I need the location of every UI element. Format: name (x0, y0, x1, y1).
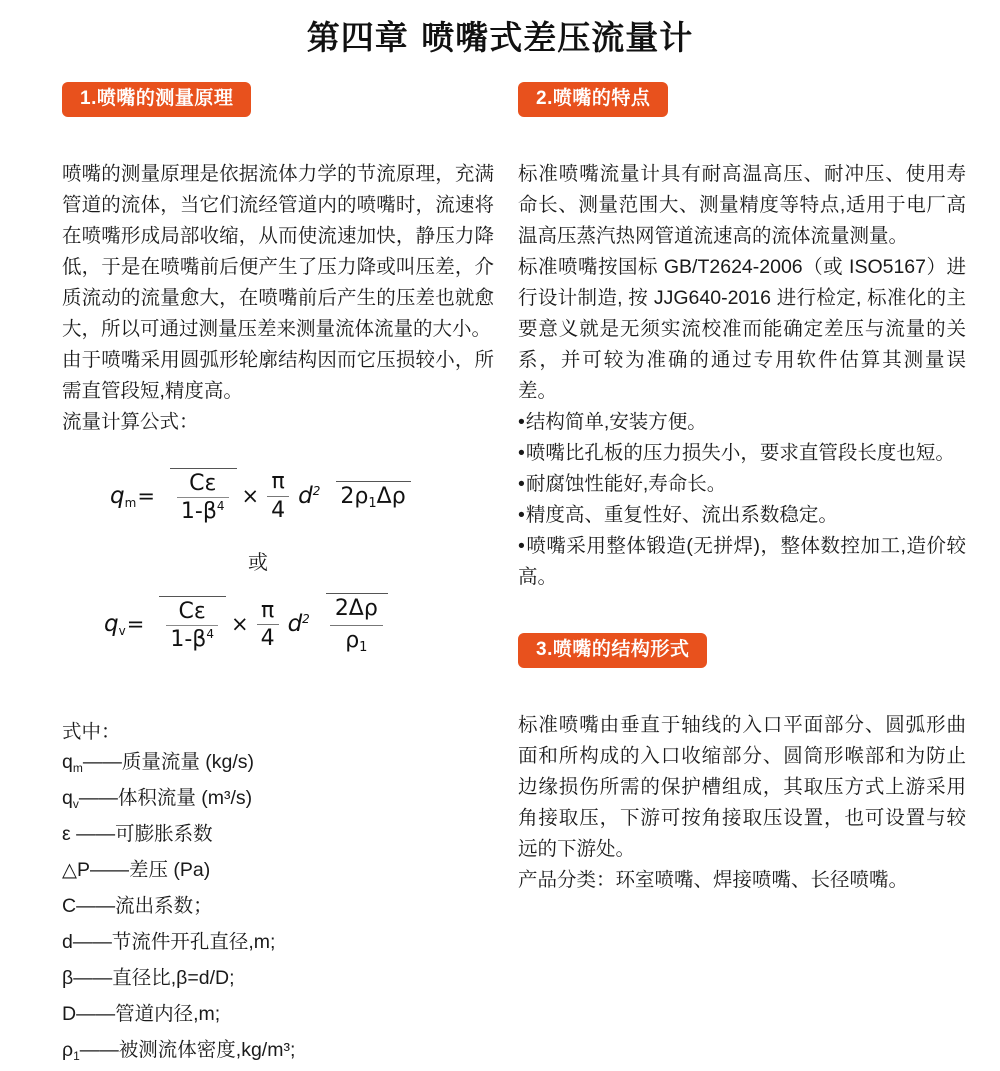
badge-label-3: 3.喷嘴的结构形式 (518, 633, 707, 668)
right-column (518, 82, 966, 896)
section-badge-measuring-principle (62, 82, 494, 117)
features-bullet-list (518, 407, 966, 593)
formula2-pi-den: 4 (257, 624, 279, 651)
formula1-pi-num: π (271, 469, 285, 495)
paragraph-formula-intro: 流量计算公式： (62, 410, 199, 433)
formula2-inner-den: ρ1 (330, 625, 383, 656)
left-column (62, 82, 494, 1071)
formula2-denominator: $1-\beta^4$ (166, 625, 218, 652)
formula1-pi-fraction (267, 469, 289, 523)
paragraph-principle-1: 喷嘴的测量原理是依据流体力学的节流原理，充满管道的流体，当它们流经管道内的喷嘴时，流速将在喷嘴形成局部收缩，从而使流速加快，静压力降低，于是在喷嘴前后便产生了压力降或叫压差，介质流动的流量愈大，在喷嘴前后产生的压差也就愈大，所以可通过测量压差来测量流体流量的大小。 (62, 162, 494, 340)
formula2-times: × (230, 612, 249, 637)
list-item: • 喷嘴比孔板的压力损失小，要求直管段长度也短。 (518, 438, 966, 469)
formula2-lhs: $q_v$ (104, 610, 126, 638)
badge-label-2: 2.喷嘴的特点 (518, 82, 668, 117)
formula1-radical-denominator (157, 468, 237, 525)
formula-volume-flow (62, 593, 494, 655)
formula-block (62, 468, 494, 656)
formula1-times: × (241, 484, 260, 509)
formula2-diameter: $d^2$ (287, 611, 310, 638)
formula-mass-flow (62, 468, 494, 525)
definition-row: $q_v——$体积流量 (m³/s) (62, 787, 253, 812)
list-item: • 耐腐蚀性能好,寿命长。 (518, 469, 966, 500)
formula2-radical-denominator (146, 596, 226, 653)
list-item: • 精度高、重复性好、流出系数稳定。 (518, 500, 966, 531)
formula1-numerator: Cε (189, 470, 217, 496)
formula1-fraction (177, 471, 229, 525)
formula1-lhs: $q_m$ (110, 482, 137, 510)
definition-row: $q_m——$质量流量 (kg/s) (62, 751, 255, 776)
paragraph-features-2: 标准喷嘴按国标 GB/T2624-2006（或 ISO5167）进行设计制造, 按 JJG640-2016 进行检定, 标准化的主要意义就是无须实流校准而能确定差压与流量的关系，并可较为准确的通过专用软件估算其测量误差。 (518, 255, 966, 402)
formula2-pi-fraction (257, 598, 279, 652)
definition-row: C——流出系数； (62, 895, 213, 918)
section-badge-features (518, 82, 966, 117)
badge-label-1: 1.喷嘴的测量原理 (62, 82, 251, 117)
paragraph-structure-1: 标准喷嘴由垂直于轴线的入口平面部分、圆弧形曲面和所构成的入口收缩部分、圆筒形喉部和为防止边缘损伤所需的保护槽组成，其取压方式上游采用角接取压，下游可按角接取压设置，也可设置与较远的下游处。 (518, 713, 966, 860)
formula1-diameter: $d^2$ (298, 483, 321, 510)
formula1-denominator: $1-\beta^4$ (177, 497, 229, 524)
formula1-radicand (323, 481, 410, 511)
list-item: • 结构简单,安装方便。 (518, 407, 966, 438)
formula2-inner-num: 2Δρ (334, 596, 378, 622)
formula-or-separator: 或 (248, 552, 268, 575)
formula2-pi-num: π (260, 597, 275, 623)
formula2-equals: = (126, 612, 145, 637)
section-badge-structure (518, 633, 966, 668)
formula2-radicand (313, 593, 388, 655)
definition-row: ε ——可膨胀系数 (62, 823, 213, 846)
definition-row: d——节流件开孔直径,m; (62, 931, 276, 954)
definition-row: △P——差压 (Pa) (62, 859, 211, 882)
list-item: • 喷嘴采用整体锻造(无拼焊)，整体数控加工,造价较高。 (518, 531, 966, 593)
definition-row: $\rho_1——$被测流体密度,kg/m³; (62, 1039, 296, 1064)
formula1-radicand-text: 2ρ1Δρ (340, 484, 406, 512)
formula2-inner-fraction (330, 596, 383, 655)
formula2-fraction (166, 599, 218, 653)
definition-row: D——管道内径,m; (62, 1003, 221, 1026)
page-title: 第四章 喷嘴式差压流量计 (306, 18, 694, 57)
definition-row: β——直径比,β=d/D; (62, 967, 235, 990)
paragraph-principle-2: 由于喷嘴采用圆弧形轮廓结构因而它压损较小，所需直管段短,精度高。 (62, 348, 494, 402)
paragraph-structure-2: 产品分类：环室喷嘴、焊接喷嘴、长径喷嘴。 (518, 868, 909, 891)
formula2-numerator: Cε (178, 599, 206, 625)
formula1-pi-den: 4 (267, 496, 289, 523)
definitions-title: 式中： (62, 721, 121, 744)
symbol-definitions (62, 717, 494, 1071)
paragraph-features-1: 标准喷嘴流量计具有耐高温高压、耐冲压、使用寿命长、测量范围大、测量精度等特点,适用于电厂高温高压蒸汽热网管道流速高的流体流量测量。 (518, 162, 966, 247)
formula1-equals: = (137, 484, 155, 509)
